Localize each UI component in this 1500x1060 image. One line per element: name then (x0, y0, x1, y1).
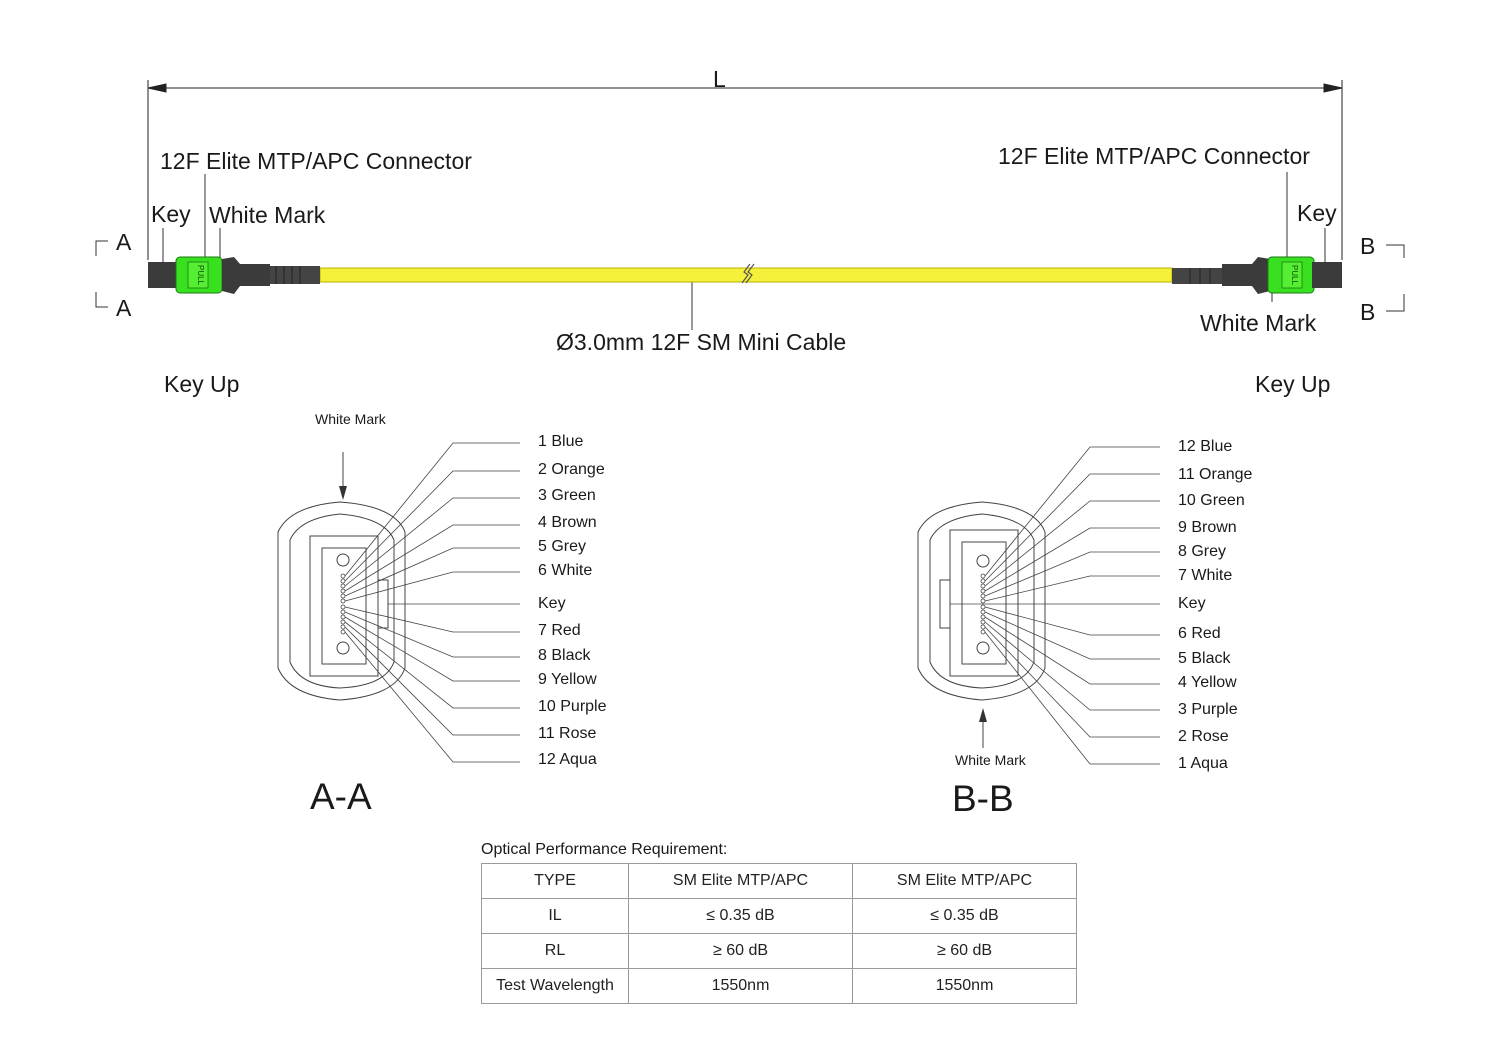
table-row (482, 934, 1077, 969)
left-orientation: Key Up (164, 371, 240, 397)
section-b-label: 1 Aqua (1178, 755, 1228, 772)
svg-text:PULL: PULL (1290, 264, 1299, 286)
table-cell: TYPE (482, 864, 629, 899)
section-a-marker-top: A (116, 229, 132, 255)
performance-table (481, 863, 1077, 1004)
right-connector (1172, 257, 1342, 294)
section-a-label: 11 Rose (538, 725, 597, 742)
table-cell: ≤ 0.35 dB (629, 899, 853, 934)
section-b-label: Key (1178, 595, 1206, 612)
section-b-label: 3 Purple (1178, 701, 1238, 718)
table-cell: IL (482, 899, 629, 934)
section-b-label: 7 White (1178, 567, 1233, 584)
table-cell: Test Wavelength (482, 969, 629, 1004)
section-a-label: 10 Purple (538, 698, 607, 715)
section-b-label: 5 Black (1178, 650, 1231, 667)
table-row (482, 864, 1077, 899)
section-b-marker-top: B (1360, 233, 1376, 259)
section-b-label: 9 Brown (1178, 519, 1237, 536)
section-a-label: 3 Green (538, 487, 596, 504)
table-cell: SM Elite MTP/APC (853, 864, 1077, 899)
section-b-label: 10 Green (1178, 492, 1245, 509)
section-a-label: 7 Red (538, 622, 581, 639)
section-b-white-mark: White Mark (955, 752, 1026, 768)
section-a-fibers (341, 574, 345, 634)
svg-text:PULL: PULL (196, 264, 205, 286)
section-a-white-mark: White Mark (315, 411, 386, 427)
left-connector-title: 12F Elite MTP/APC Connector (160, 148, 472, 174)
section-b-marker-bottom: B (1360, 299, 1376, 325)
table-cell: ≥ 60 dB (629, 934, 853, 969)
length-label: L (713, 66, 726, 92)
section-b-label: 2 Rose (1178, 728, 1229, 745)
section-a-label: 5 Grey (538, 538, 587, 555)
table-cell: ≤ 0.35 dB (853, 899, 1077, 934)
section-a-marker-bottom: A (116, 295, 132, 321)
left-connector (148, 257, 320, 294)
section-a-label: 1 Blue (538, 433, 584, 450)
section-a-label: Key (538, 595, 566, 612)
section-a-label: 4 Brown (538, 514, 597, 531)
section-a-leaders (345, 443, 520, 762)
table-cell: RL (482, 934, 629, 969)
section-b-label: 12 Blue (1178, 438, 1233, 455)
section-a-label: 6 White (538, 562, 593, 579)
table-cell: 1550nm (853, 969, 1077, 1004)
section-b-label: 4 Yellow (1178, 674, 1237, 691)
section-a-label: 12 Aqua (538, 751, 597, 768)
left-key-label: Key (151, 201, 191, 227)
table-cell: 1550nm (629, 969, 853, 1004)
table-row (482, 969, 1077, 1004)
leader-lines-top (163, 172, 1325, 330)
left-white-mark-label: White Mark (209, 202, 326, 228)
table-row (482, 899, 1077, 934)
section-a-label: 2 Orange (538, 461, 605, 478)
right-connector-title: 12F Elite MTP/APC Connector (998, 143, 1310, 169)
table-cell: ≥ 60 dB (853, 934, 1077, 969)
section-b-title: B-B (952, 778, 1014, 819)
section-a-label: 9 Yellow (538, 671, 597, 688)
cable-label: Ø3.0mm 12F SM Mini Cable (556, 329, 847, 355)
section-a-title: A-A (310, 776, 372, 817)
right-orientation: Key Up (1255, 371, 1331, 397)
section-a-label: 8 Black (538, 647, 591, 664)
table-cell: SM Elite MTP/APC (629, 864, 853, 899)
section-b-label: 6 Red (1178, 625, 1221, 642)
section-b-label: 8 Grey (1178, 543, 1227, 560)
right-key-label: Key (1297, 200, 1337, 226)
performance-caption: Optical Performance Requirement: (481, 841, 728, 858)
section-b-label: 11 Orange (1178, 466, 1253, 483)
right-white-mark-label: White Mark (1200, 310, 1317, 336)
